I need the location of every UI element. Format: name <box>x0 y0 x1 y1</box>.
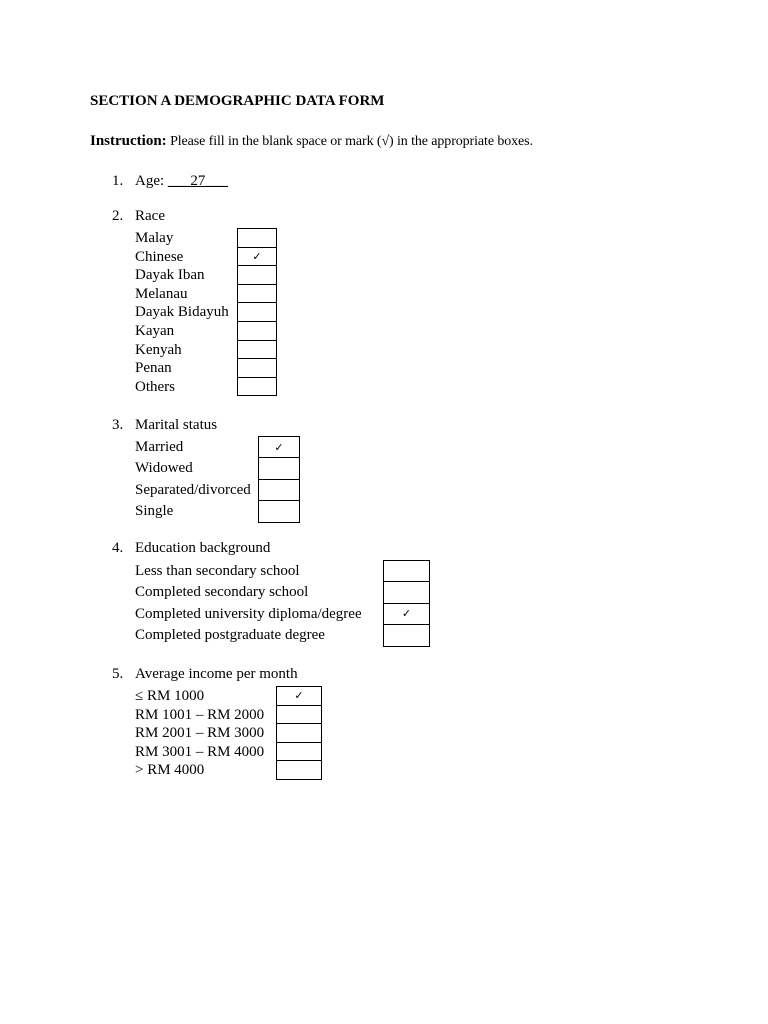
race-option-label: Chinese <box>135 248 184 265</box>
income-checkbox[interactable] <box>277 705 322 724</box>
marital-options <box>135 437 251 523</box>
race-options <box>135 229 229 396</box>
marital-option-label: Married <box>135 439 184 455</box>
income-option-label: ≤ RM 1000 <box>135 688 205 704</box>
q5-number: 5. <box>112 666 124 682</box>
instruction <box>90 133 533 150</box>
race-checkbox[interactable] <box>238 303 277 322</box>
instruction-text: Please fill in the blank space or mark (√) in the appropriate boxes. <box>166 134 533 149</box>
q2-number: 2. <box>112 208 124 224</box>
form-title: SECTION A DEMOGRAPHIC DATA FORM <box>90 93 385 109</box>
income-checkbox[interactable] <box>277 742 322 761</box>
q2-label: Race <box>135 208 165 224</box>
education-checkbox-column <box>383 560 430 647</box>
race-checkbox[interactable] <box>238 359 277 378</box>
income-options <box>135 687 264 780</box>
income-option-label: > RM 4000 <box>135 762 205 779</box>
race-checkbox[interactable]: ✓ <box>238 247 277 266</box>
education-option-label: Completed university diploma/degree <box>135 605 362 622</box>
race-option-label: Melanau <box>135 285 188 302</box>
marital-option-label: Widowed <box>135 460 193 477</box>
race-checkbox[interactable] <box>238 266 277 285</box>
q5-label: Average income per month <box>135 666 298 682</box>
race-checkbox-column <box>237 228 277 396</box>
race-checkbox[interactable] <box>238 284 277 303</box>
education-checkbox[interactable] <box>384 582 430 603</box>
income-option-label: RM 1001 – RM 2000 <box>135 706 265 723</box>
race-option-label: Others <box>135 378 175 395</box>
q1-number: 1. <box>112 173 124 189</box>
race-checkbox[interactable] <box>238 340 277 359</box>
age-field[interactable]: ___27___ <box>167 173 228 189</box>
race-option-label: Malay <box>135 230 174 246</box>
education-option-label: Completed postgraduate degree <box>135 627 325 644</box>
race-option-label: Penan <box>135 360 172 377</box>
marital-checkbox[interactable]: ✓ <box>259 437 300 458</box>
q1-age <box>135 173 228 190</box>
education-checkbox[interactable] <box>384 561 430 582</box>
race-checkbox[interactable] <box>238 321 277 340</box>
q4-label: Education background <box>135 540 271 556</box>
instruction-label: Instruction: <box>90 133 167 149</box>
marital-option-label: Separated/divorced <box>135 481 251 498</box>
race-checkbox[interactable] <box>238 377 277 396</box>
income-checkbox[interactable] <box>277 724 322 743</box>
income-option-label: RM 2001 – RM 3000 <box>135 725 265 742</box>
race-option-label: Dayak Bidayuh <box>135 304 229 321</box>
marital-option-label: Single <box>135 503 174 520</box>
race-option-label: Kenyah <box>135 341 182 358</box>
marital-checkbox[interactable] <box>259 458 300 479</box>
education-options <box>135 561 362 647</box>
education-option-label: Less than secondary school <box>135 563 300 579</box>
income-checkbox-column <box>276 686 322 780</box>
income-option-label: RM 3001 – RM 4000 <box>135 743 265 760</box>
q1-label: Age: <box>135 173 165 189</box>
education-checkbox[interactable]: ✓ <box>384 603 430 624</box>
education-option-label: Completed secondary school <box>135 584 309 601</box>
income-checkbox[interactable] <box>277 761 322 780</box>
race-checkbox[interactable] <box>238 229 277 248</box>
marital-checkbox[interactable] <box>259 479 300 500</box>
q3-number: 3. <box>112 417 124 433</box>
race-option-label: Dayak Iban <box>135 267 205 284</box>
race-option-label: Kayan <box>135 322 175 339</box>
q3-label: Marital status <box>135 417 218 433</box>
marital-checkbox[interactable] <box>259 501 300 522</box>
marital-checkbox-column <box>258 436 300 523</box>
income-checkbox[interactable]: ✓ <box>277 687 322 706</box>
q4-number: 4. <box>112 540 124 556</box>
education-checkbox[interactable] <box>384 625 430 646</box>
